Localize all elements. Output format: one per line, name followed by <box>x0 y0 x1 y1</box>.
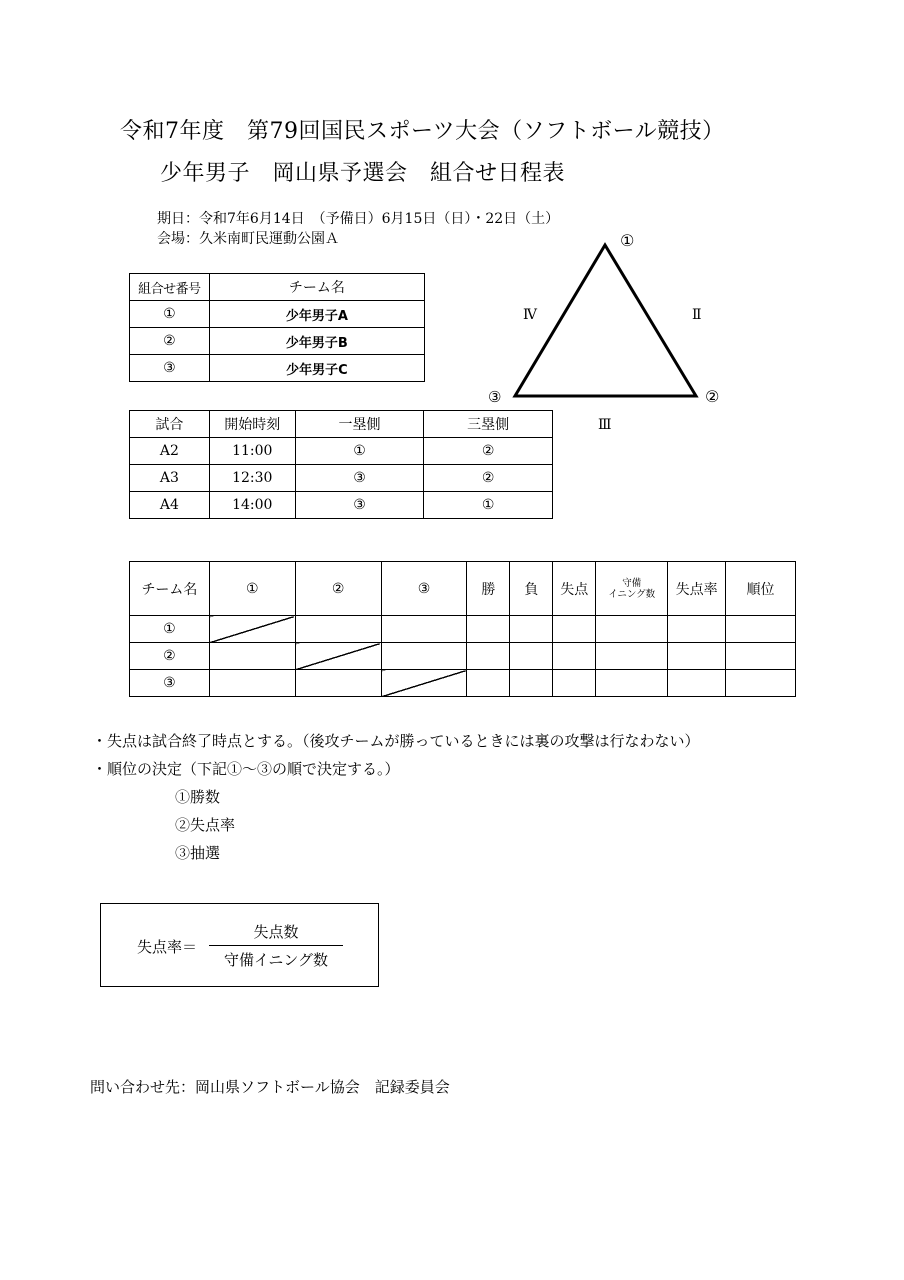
third-base-team: ① <box>424 492 553 519</box>
schedule-header-time: 開始時刻 <box>209 411 295 438</box>
result-cell <box>381 643 467 670</box>
first-base-team: ① <box>295 438 424 465</box>
result-cell <box>726 643 796 670</box>
ranking-item: ①勝数 <box>175 788 221 806</box>
results-header-losses: 負 <box>510 562 553 616</box>
result-cell <box>596 616 668 643</box>
results-header-vs-1: ① <box>209 562 295 616</box>
results-table <box>129 561 796 697</box>
results-header-runs-allowed: 失点 <box>553 562 596 616</box>
result-cell <box>668 643 726 670</box>
results-header-vs-2: ② <box>295 562 381 616</box>
result-cell <box>726 670 796 697</box>
diagonal-cell <box>295 643 381 670</box>
result-cell <box>596 643 668 670</box>
teams-header-no: 組合せ番号 <box>130 274 210 301</box>
results-header-wins: 勝 <box>467 562 510 616</box>
result-cell <box>668 670 726 697</box>
diagonal-cell <box>209 616 295 643</box>
vertex-right-label: ② <box>705 387 720 406</box>
result-cell <box>295 616 381 643</box>
third-base-team: ② <box>424 465 553 492</box>
schedule-header-third: 三塁側 <box>424 411 553 438</box>
result-cell <box>467 616 510 643</box>
results-header-defensive-innings <box>596 562 668 616</box>
schedule-header-game: 試合 <box>130 411 210 438</box>
team-name: 少年男子B <box>209 328 424 355</box>
vertex-top-label: ① <box>620 231 635 250</box>
result-cell <box>209 670 295 697</box>
result-cell <box>726 616 796 643</box>
game-id: A2 <box>130 438 210 465</box>
fraction-bar <box>209 945 343 946</box>
ranking-item: ②失点率 <box>175 816 236 834</box>
note-ranking: ・順位の決定（下記①～③の順で決定する。） <box>92 760 400 778</box>
results-header-rank: 順位 <box>726 562 796 616</box>
formula-denominator: 守備イニング数 <box>223 951 329 969</box>
schedule-table <box>129 410 553 519</box>
result-cell <box>467 670 510 697</box>
result-cell <box>553 643 596 670</box>
team-name: 少年男子C <box>209 355 424 382</box>
title-line-2: 少年男子 岡山県予選会 組合せ日程表 <box>160 161 566 186</box>
start-time: 14:00 <box>209 492 295 519</box>
schedule-header-first: 一塁側 <box>295 411 424 438</box>
date-info: 期日：令和7年6月14日 （予備日）6月15日（日）・22日（土） <box>157 211 560 227</box>
start-time: 12:30 <box>209 465 295 492</box>
triangle-shape <box>515 245 696 396</box>
teams-table <box>129 273 425 382</box>
result-cell <box>668 616 726 643</box>
contact-footer: 問い合わせ先：岡山県ソフトボール協会 記録委員会 <box>90 1078 450 1096</box>
result-cell <box>596 670 668 697</box>
venue-info: 会場：久米南町民運動公園Ａ <box>157 231 339 247</box>
result-cell <box>510 643 553 670</box>
formula-box <box>100 903 379 987</box>
results-header-team: チーム名 <box>130 562 210 616</box>
game-id: A4 <box>130 492 210 519</box>
side-right-label: Ⅱ <box>692 307 702 323</box>
diagonal-cell <box>381 670 467 697</box>
formula-label: 失点率＝ <box>137 938 198 956</box>
defensive-label: 守備 <box>622 577 642 589</box>
result-cell <box>381 616 467 643</box>
vertex-left-label: ③ <box>488 388 502 406</box>
innings-label: イニング数 <box>608 588 656 600</box>
results-header-runs-allowed-rate: 失点率 <box>668 562 726 616</box>
start-time: 11:00 <box>209 438 295 465</box>
title-line-1: 令和7年度 第79回国民スポーツ大会（ソフトボール競技） <box>120 119 725 144</box>
results-row-label: ② <box>130 643 210 670</box>
result-cell <box>553 670 596 697</box>
result-cell <box>209 643 295 670</box>
results-header-vs-3: ③ <box>381 562 467 616</box>
third-base-team: ② <box>424 438 553 465</box>
first-base-team: ③ <box>295 465 424 492</box>
result-cell <box>510 616 553 643</box>
first-base-team: ③ <box>295 492 424 519</box>
game-id: A3 <box>130 465 210 492</box>
side-left-label: Ⅳ <box>523 307 537 323</box>
results-row-label: ③ <box>130 670 210 697</box>
result-cell <box>295 670 381 697</box>
team-name: 少年男子A <box>209 301 424 328</box>
ranking-item: ③抽選 <box>175 844 221 862</box>
result-cell <box>510 670 553 697</box>
team-no: ③ <box>130 355 210 382</box>
team-no: ① <box>130 301 210 328</box>
note-runs-allowed: ・失点は試合終了時点とする。（後攻チームが勝っているときには裏の攻撃は行なわない） <box>92 732 700 750</box>
side-bottom-label: Ⅲ <box>598 417 612 433</box>
teams-header-name: チーム名 <box>209 274 424 301</box>
result-cell <box>467 643 510 670</box>
result-cell <box>553 616 596 643</box>
results-row-label: ① <box>130 616 210 643</box>
team-no: ② <box>130 328 210 355</box>
formula-numerator: 失点数 <box>253 923 299 941</box>
